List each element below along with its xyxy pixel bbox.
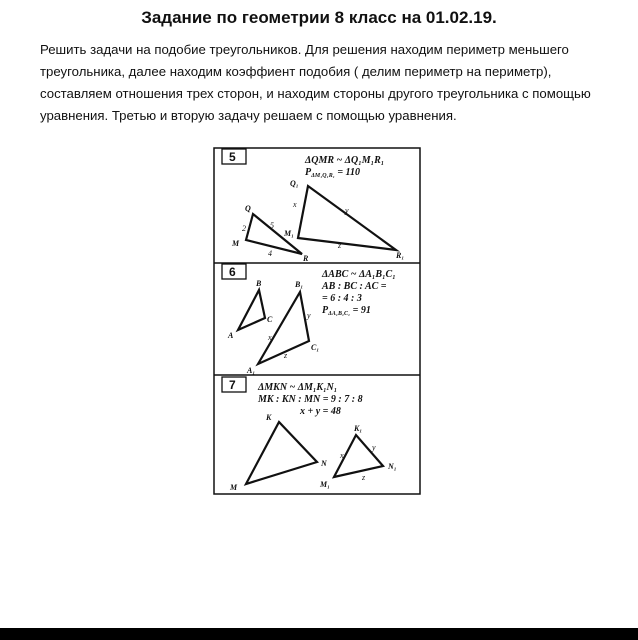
side-m1k1-label: x [340, 451, 344, 460]
paragraph-line: уравнения. Третью и вторую задачу решаем с помощью уравнения. [40, 108, 457, 123]
problem-5-number: 5 [229, 150, 236, 164]
perimeter-value: = 110 [334, 167, 360, 178]
vertex-c: C [267, 315, 273, 324]
perimeter-subscript: ΔA₁B₁C₁ [328, 311, 351, 317]
side-q1m1-label: x [293, 200, 297, 209]
vertex-a: A [228, 331, 234, 340]
side-mr-label: 4 [268, 249, 272, 258]
side-m1r1-label: z [338, 241, 342, 250]
vertex-m-7: M [230, 483, 238, 492]
triangle-mkn [246, 422, 317, 484]
side-a1b1-label: x [268, 333, 272, 342]
vertex-b1: B₁ [295, 280, 304, 289]
problem-6-ratio-values: = 6 : 4 : 3 [322, 293, 362, 304]
side-q1r1-label: y [345, 206, 349, 215]
triangle-q1m1r1 [298, 186, 396, 250]
side-k1n1-label: y [372, 443, 376, 452]
vertex-b: B [256, 279, 262, 288]
problem-7-sum: x + y = 48 [300, 406, 341, 417]
problem-6-perimeter [322, 305, 371, 317]
problem-5-similarity: ΔQMR ~ ΔQ₁M₁R₁ [305, 155, 385, 166]
side-m1n1-label: z [362, 473, 366, 482]
vertex-q1: Q₁ [290, 179, 299, 188]
vertex-r: R [303, 254, 309, 263]
vertex-k1: K₁ [354, 424, 363, 433]
side-b1c1-label: y [307, 311, 311, 320]
document-title: Задание по геометрии 8 класс на 01.02.19. [141, 8, 497, 27]
vertex-m1-7: M₁ [320, 480, 330, 489]
perimeter-symbol: P [305, 167, 312, 178]
paragraph-line: составляем отношения трех сторон, и находим стороны другого треугольника с помощью [40, 86, 591, 101]
vertex-m: M [232, 239, 240, 248]
perimeter-subscript: ΔM₁Q₁R₁ [311, 173, 335, 179]
vertex-k: K [266, 413, 272, 422]
side-qm-label: 2 [242, 224, 246, 233]
problems-frame [214, 148, 420, 494]
side-qr-label: 5 [270, 221, 274, 230]
perimeter-value: = 91 [350, 305, 371, 316]
vertex-c1: C₁ [311, 343, 320, 352]
problem-6-number: 6 [229, 265, 236, 279]
paragraph-line: треугольника, далее находим коэффиент подобия ( делим периметр на периметр), [40, 64, 552, 79]
vertex-a1: A₁ [247, 366, 256, 375]
triangle-abc [238, 290, 265, 330]
vertex-r1: R₁ [396, 251, 405, 260]
problem-5-perimeter [305, 167, 360, 179]
vertex-n1: N₁ [388, 462, 397, 471]
perimeter-symbol: P [322, 305, 329, 316]
problem-6-similarity: ΔABC ~ ΔA₁B₁C₁ [322, 269, 396, 280]
problem-7-ratio: MK : KN : MN = 9 : 7 : 8 [258, 394, 363, 405]
problem-7-similarity: ΔMKN ~ ΔM₁K₁N₁ [258, 382, 338, 393]
problem-7-number: 7 [229, 378, 236, 392]
vertex-m1: M₁ [284, 229, 294, 238]
problem-6-ratio: AB : BC : AC = [322, 281, 387, 292]
paragraph-line: Решить задачи на подобие треугольников. Для решения находим периметр меньшего [40, 42, 569, 57]
vertex-n: N [321, 459, 327, 468]
vertex-q: Q [245, 204, 251, 213]
side-a1c1-label: z [284, 351, 288, 360]
